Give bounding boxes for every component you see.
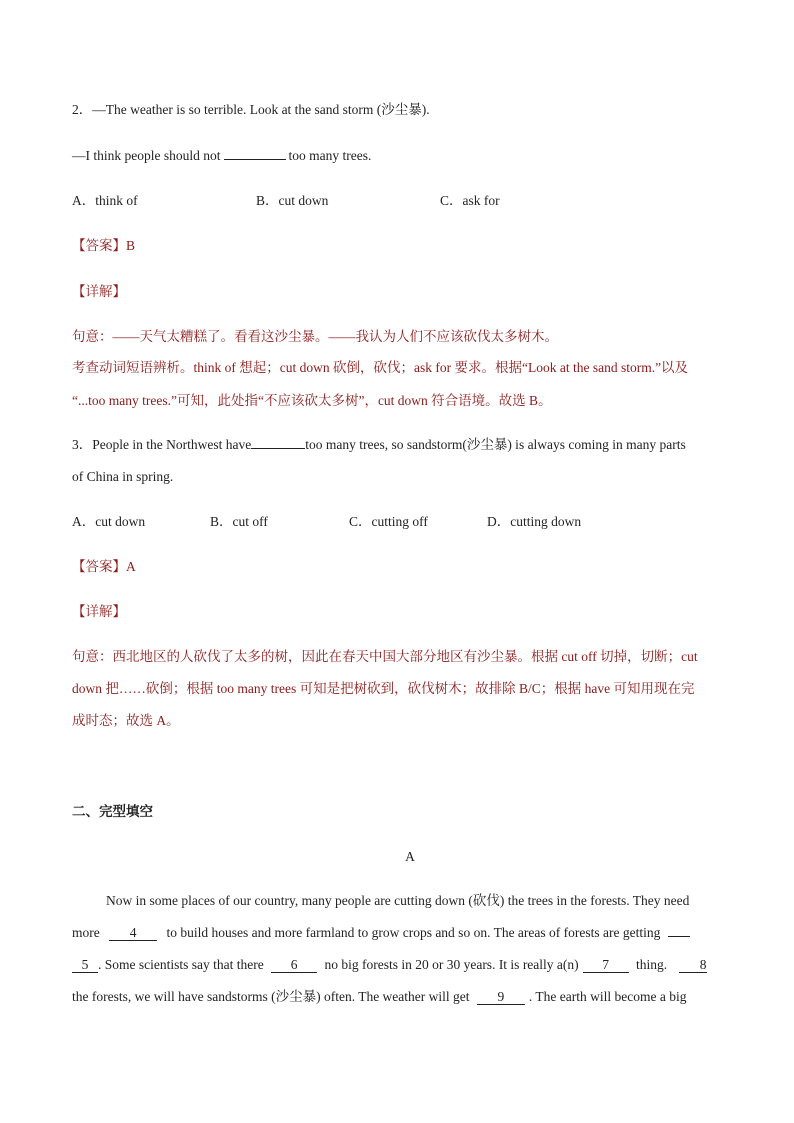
q3-option-b: B．cut off [210, 514, 268, 529]
passage-line2 [72, 924, 690, 942]
q3-option-a: A．cut down [72, 514, 146, 529]
blank-6: 6 [271, 958, 317, 973]
q3-answer [72, 558, 136, 576]
passage-line2-text-b: to build houses and more farmland to grow crops and so on. The areas of forests are getting [166, 925, 661, 940]
q2-detail-label: 【详解】 [72, 284, 126, 300]
passage-line3-text-c: thing. [636, 957, 668, 972]
passage-line3-text-b: no big forests in 20 or 30 years. It is really a(n) [324, 957, 579, 972]
blank-7: 7 [583, 958, 629, 973]
q3-answer-value: A [126, 559, 136, 574]
passage-line4-text-b: . The earth will become a big [528, 989, 687, 1004]
q2-answer [72, 237, 135, 255]
q2-answer-label: 【答案】 [72, 238, 126, 254]
q3-option-d: D．cutting down [487, 514, 582, 529]
q2-option-a: A．think of [72, 193, 138, 208]
q2-blank [224, 147, 286, 160]
passage-line1: Now in some places of our country, many people are cutting down (砍伐) the trees in the forests. They need [106, 893, 690, 908]
q2-option-b: B．cut down [256, 193, 329, 208]
q2-stem-text-b: too many trees. [288, 148, 372, 163]
blank-8: 8 [679, 958, 707, 973]
q3-stem-text-a: 3．People in the Northwest have [72, 437, 252, 452]
q2-explain-line3: “...too many trees.”可知，此处指“不应该砍太多树”，cut down 符合语境。故选 B。 [72, 393, 552, 408]
blank-4: 4 [109, 926, 157, 941]
q2-option-c: C．ask for [440, 193, 500, 208]
q3-explain-line1: 句意：西北地区的人砍伐了太多的树，因此在春天中国大部分地区有沙尘暴。根据 cut off 切掉，切断；cut [72, 649, 698, 664]
passage-label: A [405, 849, 415, 864]
q3-stem-line2: of China in spring. [72, 469, 174, 484]
q2-stem-text-a: —I think people should not [72, 148, 221, 163]
q2-stem-line2 [72, 147, 371, 165]
passage-line3-text-a: . Some scientists say that there [98, 957, 264, 972]
q3-stem-text-b: too many trees, so sandstorm(沙尘暴) is always coming in many parts [305, 437, 686, 452]
q3-blank [251, 436, 305, 449]
passage-line4-text-a: the forests, we will have sandstorms (沙尘暴) often. The weather will get [72, 989, 470, 1004]
section-title: 二、完型填空 [72, 804, 153, 820]
q2-explain-line1: 句意：——天气太糟糕了。看看这沙尘暴。——我认为人们不应该砍伐太多树木。 [72, 329, 558, 344]
blank-5: 5 [72, 958, 98, 973]
q2-answer-value: B [126, 238, 136, 253]
q3-detail-label: 【详解】 [72, 604, 126, 620]
q3-answer-label: 【答案】 [72, 559, 126, 575]
passage-line3 [72, 956, 707, 974]
blank-9: 9 [477, 990, 525, 1005]
q3-option-c: C．cutting off [349, 514, 428, 529]
q2-explain-line2: 考查动词短语辨析。think of 想起；cut down 砍倒，砍伐；ask for 要求。根据“Look at the sand storm.”以及 [72, 360, 689, 375]
q3-stem-line1 [72, 436, 686, 454]
blank-5-start [668, 936, 690, 937]
q2-stem-line1: 2．—The weather is so terrible. Look at the sand storm (沙尘暴). [72, 102, 430, 117]
q3-explain-line3: 成时态；故选 A。 [72, 713, 180, 728]
q3-explain-line2: down 把……砍倒；根据 too many trees 可知是把树砍到，砍伐树木；故排除 B/C；根据 have 可知用现在完 [72, 681, 695, 696]
passage-line2-text-a: more [72, 925, 100, 940]
passage-line4 [72, 988, 686, 1006]
